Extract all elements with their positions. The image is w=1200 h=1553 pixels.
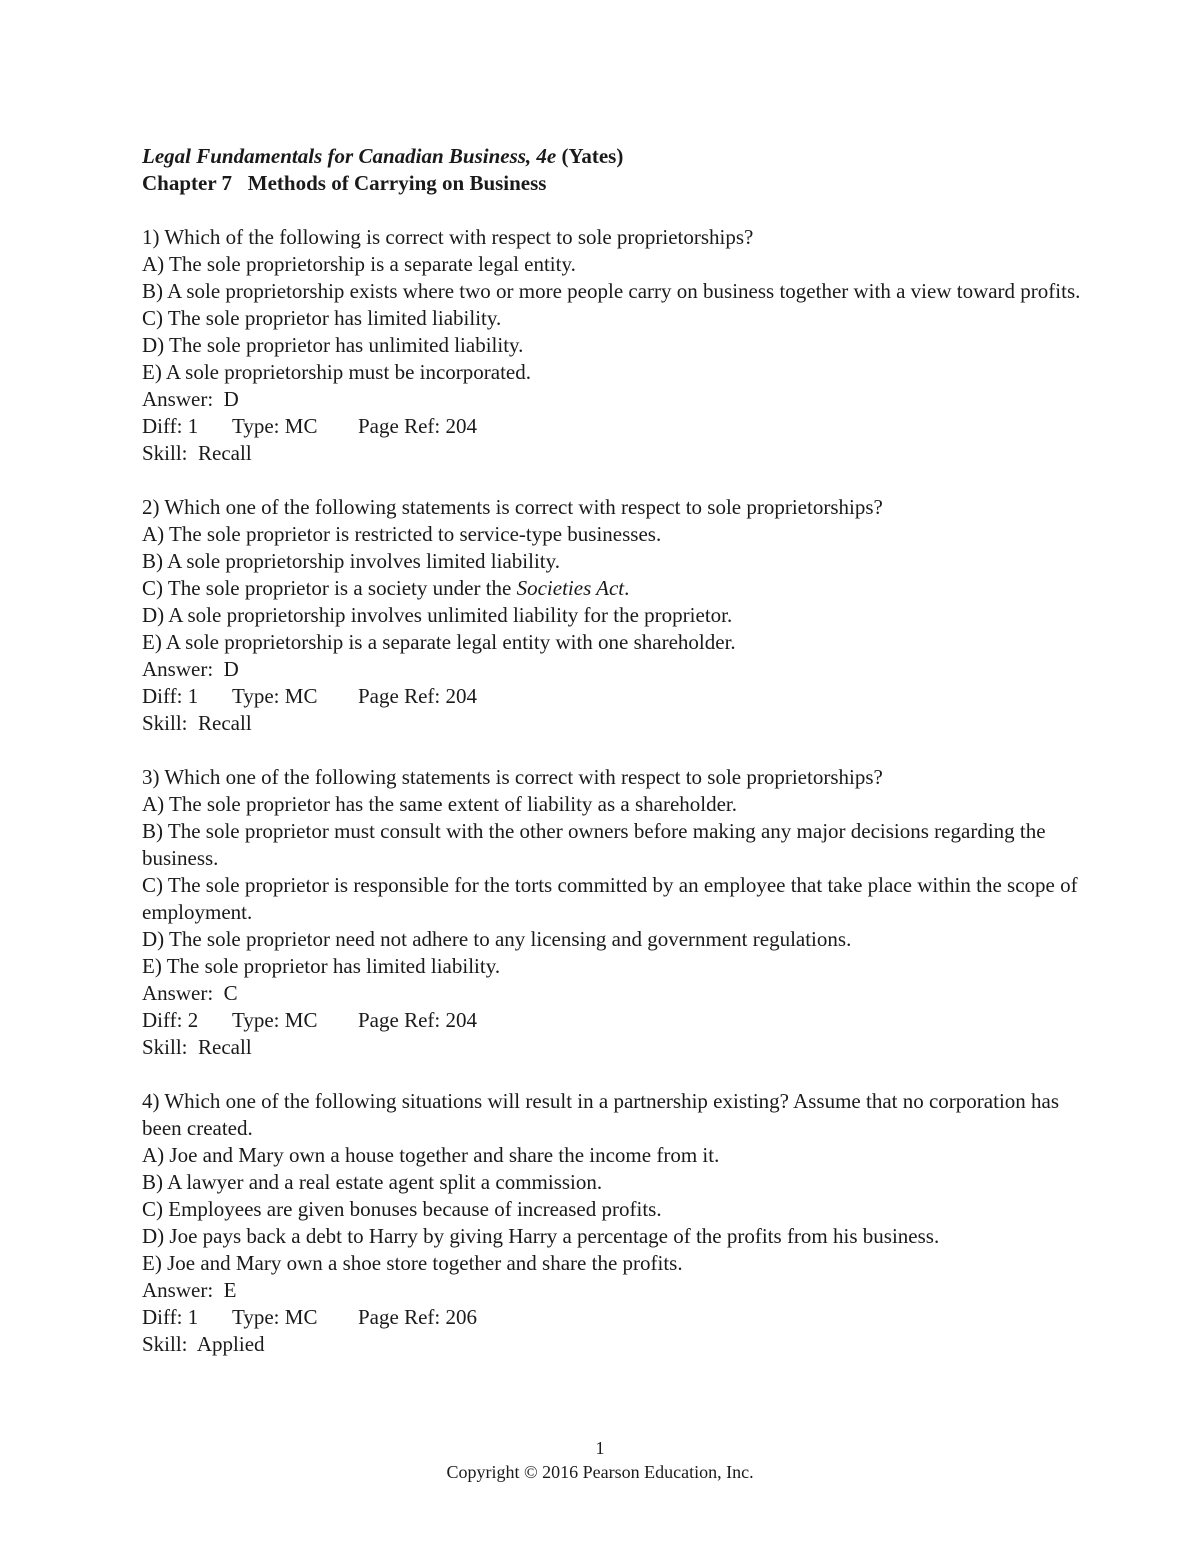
question-stem: 4) Which one of the following situations will result in a partnership existing? Assume that no corporation has been created. xyxy=(142,1089,1060,1140)
option-c: C) The sole proprietor has limited liability. xyxy=(142,306,502,330)
option-d: D) The sole proprietor has unlimited liability. xyxy=(142,333,524,357)
page-ref: Page Ref: 206 xyxy=(358,1305,477,1329)
question-type: Type: MC xyxy=(232,414,318,438)
skill: Skill: Recall xyxy=(142,711,252,735)
societies-act: Societies Act xyxy=(516,576,625,600)
question-meta xyxy=(142,1007,1082,1034)
difficulty: Diff: 1 xyxy=(142,684,199,708)
page-number: 1 xyxy=(595,1438,605,1458)
option-b: B) A lawyer and a real estate agent split a commission. xyxy=(142,1170,603,1194)
question-3 xyxy=(142,764,1082,1061)
answer: Answer: E xyxy=(142,1278,237,1302)
question-4 xyxy=(142,1088,1082,1358)
question-stem: 1) Which of the following is correct with respect to sole proprietorships? xyxy=(142,225,754,249)
book-title: Legal Fundamentals for Canadian Business, 4e xyxy=(142,144,557,168)
option-a: A) The sole proprietor has the same extent of liability as a shareholder. xyxy=(142,792,738,816)
option-c-text: C) The sole proprietor is a society under the xyxy=(142,576,517,600)
skill: Skill: Applied xyxy=(142,1332,265,1356)
option-e: E) The sole proprietor has limited liability. xyxy=(142,954,501,978)
option-a: A) Joe and Mary own a house together and share the income from it. xyxy=(142,1143,720,1167)
difficulty: Diff: 2 xyxy=(142,1008,199,1032)
option-d: D) The sole proprietor need not adhere to any licensing and government regulations. xyxy=(142,927,852,951)
question-type: Type: MC xyxy=(232,684,318,708)
question-meta xyxy=(142,683,1082,710)
option-d: D) Joe pays back a debt to Harry by giving Harry a percentage of the profits from his business. xyxy=(142,1224,940,1248)
option-c xyxy=(142,575,1082,602)
chapter-title: Chapter 7 Methods of Carrying on Business xyxy=(142,171,547,195)
option-b: B) A sole proprietorship involves limited liability. xyxy=(142,549,561,573)
question-type: Type: MC xyxy=(232,1305,318,1329)
difficulty: Diff: 1 xyxy=(142,414,199,438)
page-ref: Page Ref: 204 xyxy=(358,1008,477,1032)
answer: Answer: C xyxy=(142,981,238,1005)
copyright-notice: Copyright © 2016 Pearson Education, Inc. xyxy=(446,1462,754,1482)
document-page xyxy=(142,143,1082,1385)
option-b: B) A sole proprietorship exists where two or more people carry on business together with a view toward profits. xyxy=(142,279,1081,303)
option-c-end: . xyxy=(624,576,630,600)
question-1 xyxy=(142,224,1082,467)
option-d: D) A sole proprietorship involves unlimited liability for the proprietor. xyxy=(142,603,733,627)
question-meta xyxy=(142,1304,1082,1331)
book-author: (Yates) xyxy=(556,144,624,168)
option-c: C) The sole proprietor is responsible for the torts committed by an employee that take place within the scope of employment. xyxy=(142,873,1078,924)
option-a: A) The sole proprietor is restricted to service-type businesses. xyxy=(142,522,662,546)
question-meta xyxy=(142,413,1082,440)
option-b: B) The sole proprietor must consult with the other owners before making any major decisions regarding the business. xyxy=(142,819,1046,870)
option-e: E) A sole proprietorship must be incorporated. xyxy=(142,360,532,384)
option-e: E) Joe and Mary own a shoe store together and share the profits. xyxy=(142,1251,683,1275)
question-2 xyxy=(142,494,1082,737)
answer: Answer: D xyxy=(142,657,239,681)
skill: Skill: Recall xyxy=(142,441,252,465)
answer: Answer: D xyxy=(142,387,239,411)
difficulty: Diff: 1 xyxy=(142,1305,199,1329)
option-a: A) The sole proprietorship is a separate legal entity. xyxy=(142,252,576,276)
option-e: E) A sole proprietorship is a separate legal entity with one shareholder. xyxy=(142,630,736,654)
book-title-line xyxy=(142,143,1082,170)
page-ref: Page Ref: 204 xyxy=(358,414,477,438)
skill: Skill: Recall xyxy=(142,1035,252,1059)
question-stem: 3) Which one of the following statements is correct with respect to sole proprietorships? xyxy=(142,765,883,789)
option-c: C) Employees are given bonuses because of increased profits. xyxy=(142,1197,662,1221)
spacer xyxy=(142,197,1082,224)
question-stem: 2) Which one of the following statements is correct with respect to sole proprietorships? xyxy=(142,495,883,519)
question-type: Type: MC xyxy=(232,1008,318,1032)
page-ref: Page Ref: 204 xyxy=(358,684,477,708)
